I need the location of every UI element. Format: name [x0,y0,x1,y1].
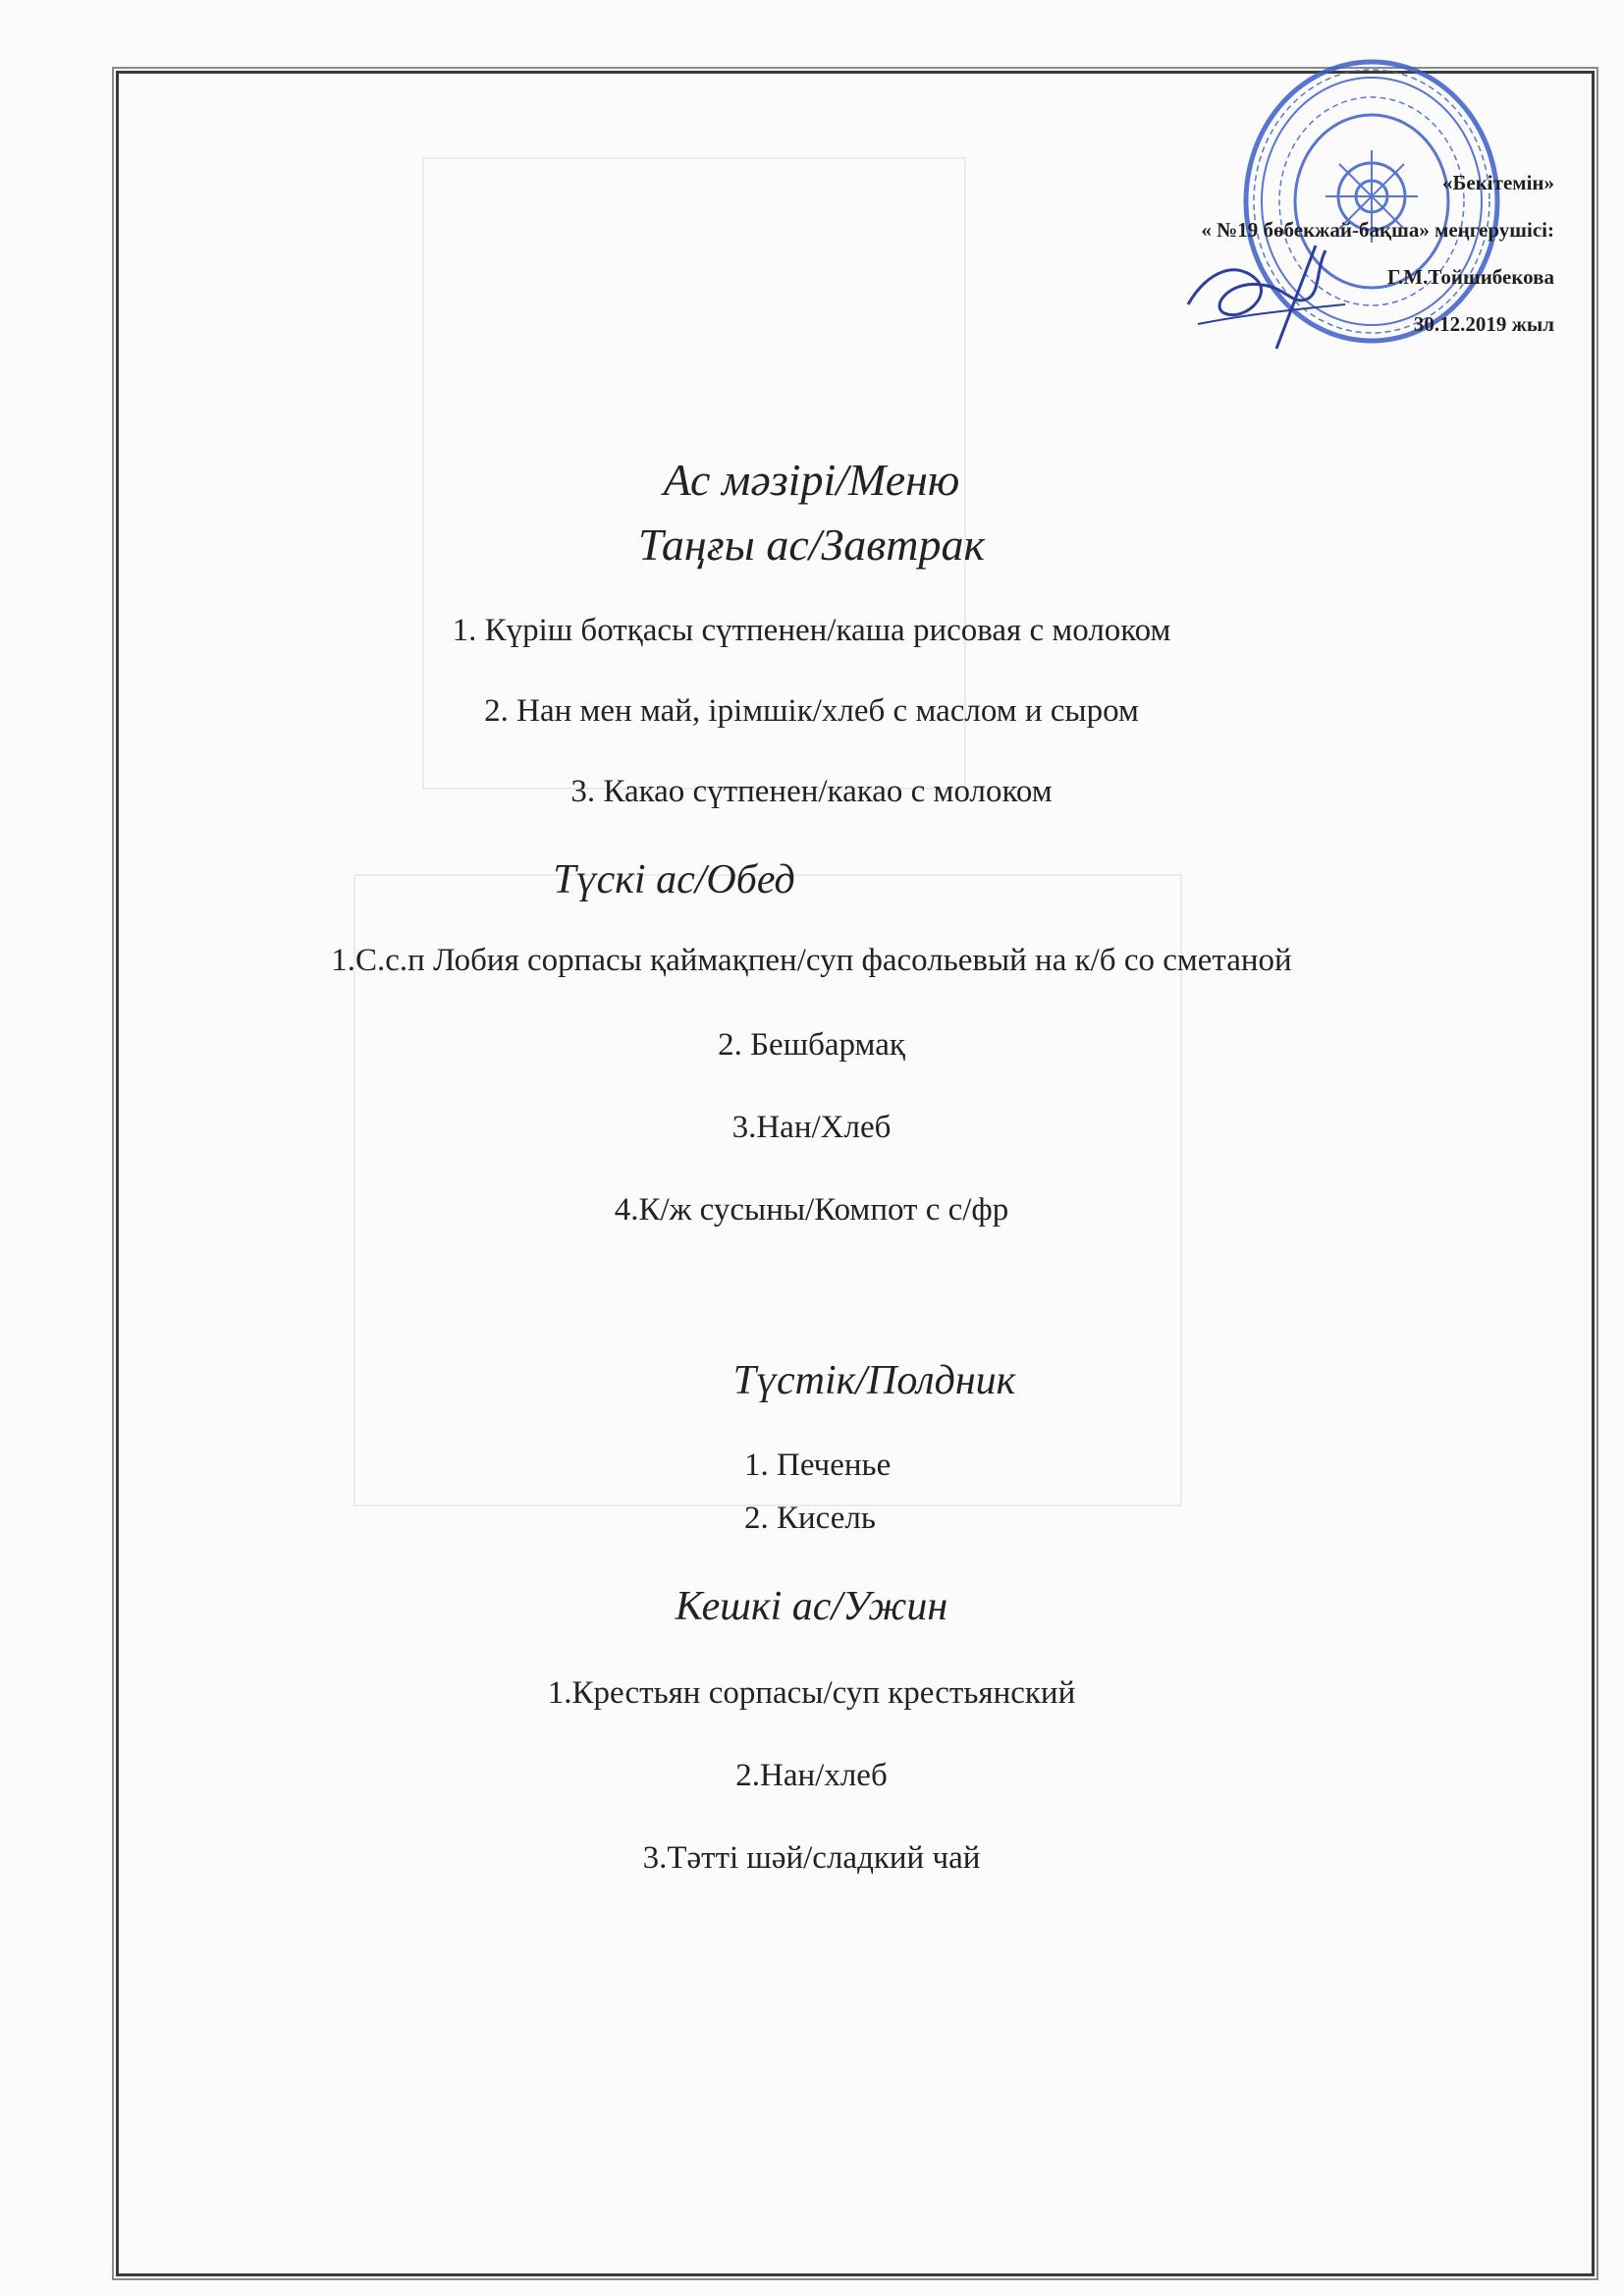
lunch-item: 4.К/ж сусыны/Компот с с/фр [614,1192,1009,1228]
menu-title: Ас мәзірі/Меню [663,455,960,505]
breakfast-item: 2. Нан мен май, ірімшік/хлеб с маслом и сыром [484,693,1139,729]
snack-item: 2. Кисель [744,1501,876,1536]
breakfast-item: 1. Күріш ботқасы сүтпенен/каша рисовая с молоком [452,613,1171,648]
dinner-heading: Кешкі ас/Ужин [675,1584,948,1629]
lunch-item: 1.С.с.п Лобия сорпасы қаймақпен/суп фасольевый на к/б со сметаной [331,943,1292,978]
approval-date: 30.12.2019 жыл [1413,312,1554,336]
dinner-item: 1.Крестьян сорпасы/суп крестьянский [547,1675,1076,1711]
approval-title: «Бекітемін» [1441,171,1554,194]
approval-position: « №19 бөбекжай-бақша» меңгерушісі: [1201,218,1554,242]
snack-item: 1. Печенье [744,1448,892,1483]
dinner-item: 2.Нан/хлеб [735,1758,888,1793]
snack-heading: Түстік/Полдник [732,1358,1016,1403]
approval-name: Г.М.Тойшибекова [1387,265,1554,289]
approval-block [1201,159,1554,348]
lunch-heading: Түскі ас/Обед [553,857,795,902]
lunch-item: 3.Нан/Хлеб [731,1110,892,1145]
dinner-item: 3.Тәтті шәй/сладкий чай [642,1840,981,1876]
lunch-item: 2. Бешбармақ [718,1027,905,1063]
breakfast-item: 3. Какао сүтпенен/какао с молоком [570,774,1053,809]
breakfast-heading: Таңғы ас/Завтрак [637,519,986,570]
